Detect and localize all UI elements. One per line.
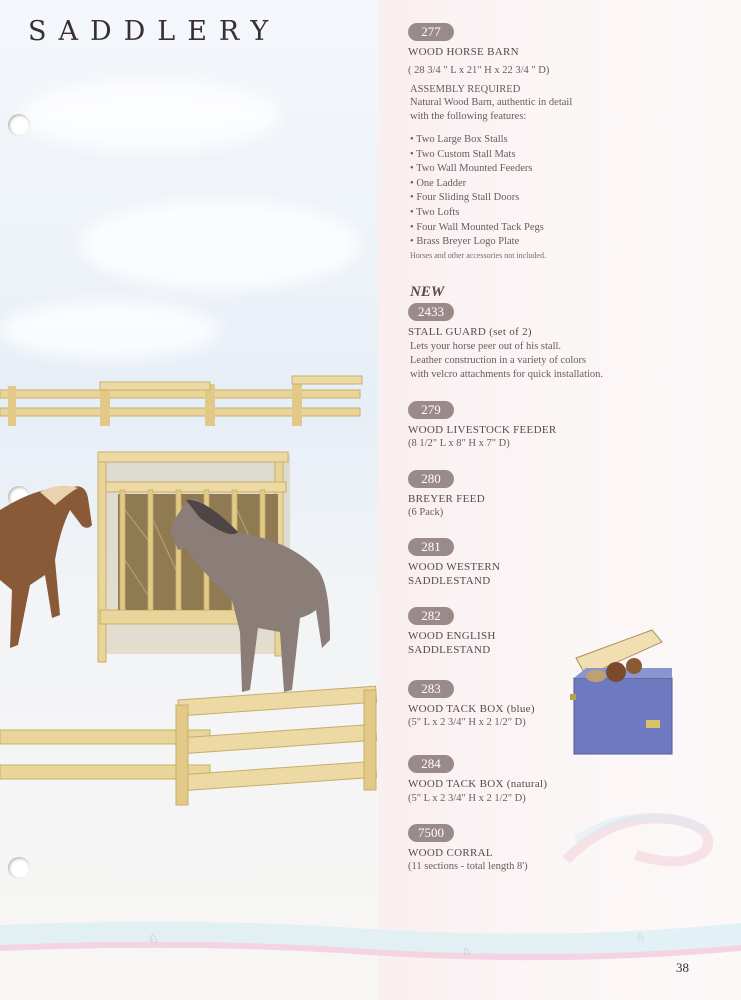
feature-item: • One Ladder bbox=[410, 177, 544, 192]
page-title: SADDLERY bbox=[28, 16, 281, 47]
product-number-badge: 283 bbox=[408, 680, 454, 698]
assembly-note: ASSEMBLY REQUIRED bbox=[410, 84, 521, 95]
product-dimensions: (5" L x 2 3/4" H x 2 1/2" D) bbox=[408, 793, 526, 804]
front-fence-illustration bbox=[0, 686, 377, 805]
product-description: Leather construction in a variety of colors bbox=[410, 355, 587, 366]
new-tag: NEW bbox=[410, 284, 445, 300]
feature-item: • Four Sliding Stall Doors bbox=[410, 191, 544, 206]
product-number-badge: 2433 bbox=[408, 303, 454, 321]
product-number-badge: 7500 bbox=[408, 824, 454, 842]
cloud bbox=[20, 80, 280, 150]
svg-text:♘: ♘ bbox=[462, 947, 471, 958]
page-number: 38 bbox=[676, 960, 689, 975]
svg-text:♘: ♘ bbox=[636, 933, 645, 944]
product-name: SADDLESTAND bbox=[408, 575, 491, 587]
svg-text:♘: ♘ bbox=[148, 932, 159, 946]
binder-hole bbox=[8, 857, 30, 879]
product-dimensions: (6 Pack) bbox=[408, 507, 444, 518]
product-name: BREYER FEED bbox=[408, 493, 485, 505]
product-description: with the following features: bbox=[410, 111, 527, 122]
product-name: WOOD LIVESTOCK FEEDER bbox=[408, 424, 557, 436]
product-name: WOOD TACK BOX (natural) bbox=[408, 778, 548, 790]
palomino-horse-illustration bbox=[0, 486, 92, 648]
product-name: SADDLESTAND bbox=[408, 644, 491, 656]
product-name: WOOD WESTERN bbox=[408, 561, 501, 573]
product-number-badge: 279 bbox=[408, 401, 454, 419]
feature-item: • Four Wall Mounted Tack Pegs bbox=[410, 221, 544, 236]
feature-item: • Two Lofts bbox=[410, 206, 544, 221]
feature-item: • Two Large Box Stalls bbox=[410, 133, 544, 148]
cloud bbox=[80, 200, 360, 290]
binder-hole bbox=[8, 114, 30, 136]
decorative-ribbon bbox=[0, 915, 741, 963]
cloud bbox=[0, 300, 220, 360]
product-description: with velcro attachments for quick installation. bbox=[410, 369, 604, 380]
product-number-badge: 277 bbox=[408, 23, 454, 41]
product-description: Natural Wood Barn, authentic in detail bbox=[410, 97, 573, 108]
disclaimer-note: Horses and other accessories not included. bbox=[410, 251, 546, 260]
product-number-badge: 282 bbox=[408, 607, 454, 625]
product-dimensions: ( 28 3/4 " L x 21" H x 22 3/4 " D) bbox=[408, 65, 550, 76]
feature-list bbox=[410, 133, 544, 250]
product-name: STALL GUARD (set of 2) bbox=[408, 326, 532, 338]
product-name: WOOD TACK BOX (blue) bbox=[408, 703, 535, 715]
product-description: Lets your horse peer out of his stall. bbox=[410, 341, 562, 352]
product-number-badge: 280 bbox=[408, 470, 454, 488]
product-number-badge: 281 bbox=[408, 538, 454, 556]
back-fence-illustration bbox=[0, 376, 362, 426]
product-name: WOOD ENGLISH bbox=[408, 630, 496, 642]
product-name: WOOD CORRAL bbox=[408, 847, 493, 859]
product-dimensions: (11 sections - total length 8') bbox=[408, 861, 528, 872]
feature-item: • Two Wall Mounted Feeders bbox=[410, 162, 544, 177]
product-dimensions: (5" L x 2 3/4" H x 2 1/2" D) bbox=[408, 717, 526, 728]
product-photo bbox=[0, 370, 378, 820]
decorative-swirl bbox=[556, 800, 726, 880]
product-number-badge: 284 bbox=[408, 755, 454, 773]
feature-item: • Two Custom Stall Mats bbox=[410, 148, 544, 163]
tack-box-illustration bbox=[566, 628, 678, 758]
product-name: WOOD HORSE BARN bbox=[408, 46, 519, 58]
product-dimensions: (8 1/2" L x 8" H x 7" D) bbox=[408, 438, 510, 449]
feature-item: • Brass Breyer Logo Plate bbox=[410, 235, 544, 250]
